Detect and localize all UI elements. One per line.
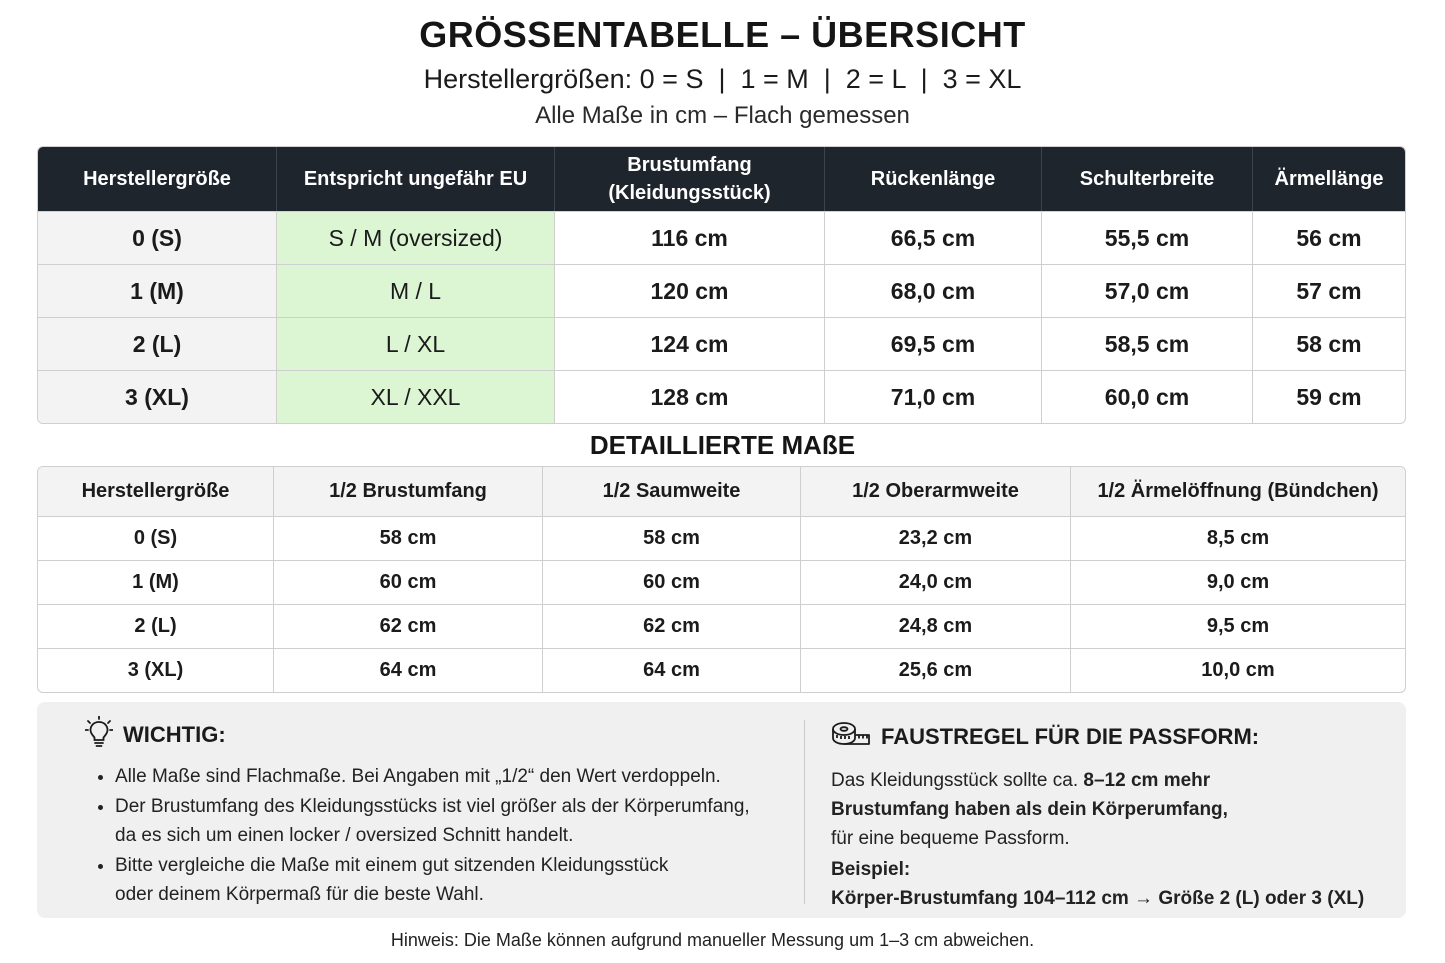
detail-section-title: DETAILLIERTE MAßE	[589, 430, 856, 460]
table-cell: 3 (XL)	[38, 370, 277, 423]
measuring-tape-icon	[831, 720, 871, 754]
fit-rule-amount: 8–12 cm mehr	[1083, 770, 1211, 791]
table-cell: 68,0 cm	[825, 264, 1042, 317]
list-item-text: oder deinem Körpermaß für die beste Wahl.	[115, 884, 484, 905]
list-item	[115, 792, 805, 850]
column-header: 1/2 Saumweite	[543, 467, 801, 516]
list-item-text: Alle Maße sind Flachmaße. Bei Angaben mit „1/2“ den Wert verdoppeln.	[115, 766, 721, 787]
fit-rule	[831, 720, 1391, 913]
table-cell: 58 cm	[274, 516, 543, 560]
table-cell: 56 cm	[1253, 211, 1405, 264]
fit-example	[831, 855, 1391, 913]
table-cell: 24,0 cm	[801, 560, 1071, 604]
table-cell: 69,5 cm	[825, 317, 1042, 370]
column-header-line: Brustumfang	[627, 154, 752, 176]
table-row	[38, 516, 1405, 560]
fit-rule-text	[831, 766, 1391, 853]
fit-rule-purpose: für eine bequeme Passform.	[831, 828, 1070, 849]
table-cell: 62 cm	[543, 604, 801, 648]
table-cell: 0 (S)	[38, 516, 274, 560]
table-cell: 58 cm	[543, 516, 801, 560]
table-cell: 62 cm	[274, 604, 543, 648]
table-cell: 64 cm	[543, 648, 801, 692]
table-cell: 57 cm	[1253, 264, 1405, 317]
table-cell: 8,5 cm	[1071, 516, 1405, 560]
column-header: 1/2 Brustumfang	[274, 467, 543, 516]
info-panel	[37, 702, 1406, 918]
table-cell: 2 (L)	[38, 604, 274, 648]
table-cell: 57,0 cm	[1042, 264, 1253, 317]
table-row	[38, 370, 1405, 423]
fit-rule-chest: Brustumfang haben als dein Körperumfang,	[831, 799, 1228, 820]
table-row	[38, 604, 1405, 648]
table-cell: 71,0 cm	[825, 370, 1042, 423]
column-header: Ärmellänge	[1253, 147, 1405, 211]
list-item-text: da es sich um einen locker / oversized Schnitt handelt.	[115, 825, 574, 846]
footnote: Hinweis: Die Maße können aufgrund manueller Messung um 1–3 cm abweichen.	[390, 930, 1035, 950]
table-cell: 64 cm	[274, 648, 543, 692]
important-list	[85, 762, 805, 909]
table-cell: 128 cm	[555, 370, 825, 423]
page-title: GRÖSSENTABELLE – ÜBERSICHT	[419, 14, 1026, 55]
list-item	[115, 762, 805, 791]
column-header: Herstellergröße	[38, 147, 277, 211]
table-row	[38, 264, 1405, 317]
table-cell: M / L	[277, 264, 555, 317]
table-cell: 55,5 cm	[1042, 211, 1253, 264]
column-header: 1/2 Oberarmweite	[801, 467, 1071, 516]
column-header: 1/2 Ärmelöffnung (Bündchen)	[1071, 467, 1405, 516]
fit-rule-intro: Das Kleidungsstück sollte ca.	[831, 770, 1084, 791]
table-cell: 58,5 cm	[1042, 317, 1253, 370]
table-cell: 58 cm	[1253, 317, 1405, 370]
table-header-row	[38, 147, 1405, 211]
fit-rule-heading	[831, 720, 1391, 754]
column-header: Schulterbreite	[1042, 147, 1253, 211]
table-cell: 120 cm	[555, 264, 825, 317]
column-header-line: (Kleidungsstück)	[608, 182, 771, 204]
table-cell: 60,0 cm	[1042, 370, 1253, 423]
column-header: Entspricht ungefähr EU	[277, 147, 555, 211]
table-row	[38, 648, 1405, 692]
lightbulb-icon	[85, 716, 113, 754]
table-cell: 66,5 cm	[825, 211, 1042, 264]
important-heading	[85, 718, 805, 752]
table-cell: 2 (L)	[38, 317, 277, 370]
table-cell: 9,5 cm	[1071, 604, 1405, 648]
table-cell: 10,0 cm	[1071, 648, 1405, 692]
table-cell: 60 cm	[543, 560, 801, 604]
table-header-row	[38, 467, 1405, 516]
list-item	[115, 851, 805, 909]
column-header	[555, 147, 825, 211]
column-header: Rückenlänge	[825, 147, 1042, 211]
important-notes	[85, 718, 805, 910]
detailed-measurements-table	[37, 466, 1406, 693]
list-item-text: Der Brustumfang des Kleidungsstücks ist viel größer als der Körperumfang,	[115, 796, 750, 817]
measurement-note: Alle Maße in cm – Flach gemessen	[535, 102, 910, 129]
example-text: Körper-Brustumfang 104–112 cm → Größe 2 (L) oder 3 (XL)	[831, 888, 1365, 909]
table-cell: 124 cm	[555, 317, 825, 370]
table-cell: 116 cm	[555, 211, 825, 264]
table-cell: 59 cm	[1253, 370, 1405, 423]
table-cell: S / M (oversized)	[277, 211, 555, 264]
column-header: Herstellergröße	[38, 467, 274, 516]
table-cell: 24,8 cm	[801, 604, 1071, 648]
table-cell: 60 cm	[274, 560, 543, 604]
table-cell: 25,6 cm	[801, 648, 1071, 692]
important-title: WICHTIG:	[123, 722, 226, 747]
table-cell: 0 (S)	[38, 211, 277, 264]
table-cell: 3 (XL)	[38, 648, 274, 692]
table-cell: XL / XXL	[277, 370, 555, 423]
table-cell: 9,0 cm	[1071, 560, 1405, 604]
table-cell: 1 (M)	[38, 560, 274, 604]
table-cell: 1 (M)	[38, 264, 277, 317]
table-row	[38, 317, 1405, 370]
table-row	[38, 560, 1405, 604]
table-cell: 23,2 cm	[801, 516, 1071, 560]
fit-rule-title: FAUSTREGEL FÜR DIE PASSFORM:	[881, 724, 1260, 749]
size-overview-table	[37, 146, 1406, 424]
panel-divider	[804, 720, 805, 904]
list-item-text: Bitte vergleiche die Maße mit einem gut sitzenden Kleidungsstück	[115, 855, 669, 876]
example-label: Beispiel:	[831, 859, 911, 880]
size-mapping-subtitle: Herstellergrößen: 0 = S | 1 = M | 2 = L | 3 = XL	[423, 64, 1022, 94]
table-cell: L / XL	[277, 317, 555, 370]
table-row	[38, 211, 1405, 264]
